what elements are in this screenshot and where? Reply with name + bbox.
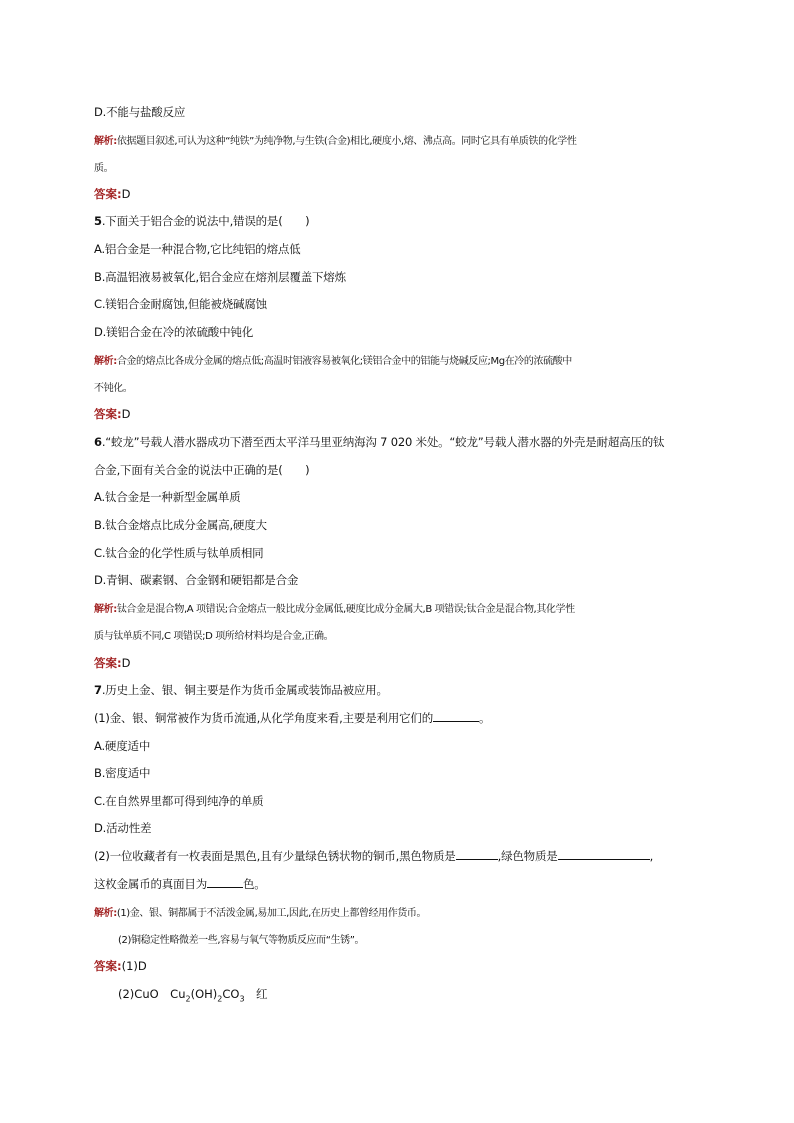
q6-option-a: A.钛合金是一种新型金属单质 [94, 490, 241, 504]
explanation-label: 解析: [94, 604, 117, 615]
q7-sub2-line-2: 这枚金属币的真面目为 色。 [94, 877, 266, 891]
q7-option-c: C.在自然界里都可得到纯净的单质 [94, 794, 264, 808]
answer-label: 答案: [94, 407, 122, 421]
q6-option-b: B.钛合金熔点比成分金属高,硬度大 [94, 518, 267, 532]
answer-blank[interactable] [456, 848, 498, 860]
q7-option-a: A.硬度适中 [94, 739, 151, 753]
q4-explanation-line-1: 解析:依据题目叙述,可认为这种“纯铁”为纯净物,与生铁(合金)相比,硬度小,熔、沸点高。同时它具有单质铁的化学性 [94, 136, 577, 147]
q7-explanation-line-1: 解析:(1)金、银、铜都属于不活泼金属,易加工,因此,在历史上都曾经用作货币。 [94, 908, 427, 919]
q5-explanation-line-2: 不钝化。 [94, 383, 133, 394]
q6-option-d: D.青铜、碳素钢、合金钢和硬铝都是合金 [94, 573, 299, 587]
q4-option-d: D.不能与盐酸反应 [94, 105, 186, 119]
explanation-label: 解析: [94, 908, 117, 919]
answer-label: 答案: [94, 656, 122, 670]
q5-answer: 答案:D [94, 407, 131, 421]
q7-answer-line-2: (2)CuO $Cu_2(OH)_2CO_3$ 红 [118, 987, 268, 1004]
q7-sub2-line-1: (2)一位收藏者有一枚表面是黑色,且有少量绿色锈状物的铜币,黑色物质是 ,绿色物质是 , [94, 849, 654, 863]
q6-explanation-line-2: 质与钛单质不同,C 项错误;D 项所给材料均是合金,正确。 [94, 631, 334, 642]
q5-option-d: D.镁铝合金在冷的浓硫酸中钝化 [94, 325, 254, 339]
q7-answer-line-1: 答案:(1)D [94, 959, 147, 973]
q6-stem-line-2: 合金,下面有关合金的说法中正确的是( ) [94, 463, 310, 477]
answer-label: 答案: [94, 959, 122, 973]
q7-option-b: B.密度适中 [94, 766, 151, 780]
q7-option-d: D.活动性差 [94, 821, 152, 835]
q5-option-a: A.铝合金是一种混合物,它比纯铝的熔点低 [94, 242, 301, 256]
q6-explanation-line-1: 解析:钛合金是混合物,A 项错误;合金熔点一般比成分金属低,硬度比成分金属大,B 项错误;钛合金是混合物,其化学性 [94, 604, 575, 615]
q6-answer: 答案:D [94, 656, 131, 670]
q7-explanation-line-2: (2)铜稳定性略微差一些,容易与氧气等物质反应而“生锈”。 [118, 935, 365, 946]
q5-option-b: B.高温铝液易被氧化,铝合金应在熔剂层覆盖下熔炼 [94, 270, 346, 284]
q5-explanation-line-1: 解析:合金的熔点比各成分金属的熔点低;高温时铝液容易被氧化;镁铝合金中的铝能与烧碱反应;Mg在冷的浓硫酸中 [94, 356, 572, 367]
question-number: 7 [94, 683, 102, 697]
q6-stem-line-1: 6.“蛟龙”号载人潜水器成功下潜至西太平洋马里亚纳海沟 7 020 米处。“蛟龙”号载人潜水器的外壳是耐超高压的钛 [94, 435, 665, 449]
question-number: 6 [94, 435, 102, 449]
q7-stem: 7.历史上金、银、铜主要是作为货币金属或装饰品被应用。 [94, 683, 388, 697]
q7-sub1: (1)金、银、铜常被作为货币流通,从化学角度来看,主要是利用它们的 。 [94, 711, 491, 725]
q5-option-c: C.镁铝合金耐腐蚀,但能被烧碱腐蚀 [94, 297, 267, 311]
answer-blank[interactable] [433, 710, 479, 722]
answer-blank[interactable] [207, 876, 243, 888]
answer-blank[interactable] [558, 848, 650, 860]
explanation-label: 解析: [94, 136, 117, 147]
q4-answer: 答案:D [94, 187, 131, 201]
q5-stem: 5.下面关于铝合金的说法中,错误的是( ) [94, 214, 310, 228]
answer-label: 答案: [94, 187, 122, 201]
q4-explanation-line-2: 质。 [94, 163, 114, 174]
q6-option-c: C.钛合金的化学性质与钛单质相同 [94, 546, 264, 560]
question-number: 5 [94, 214, 102, 228]
explanation-label: 解析: [94, 356, 117, 367]
